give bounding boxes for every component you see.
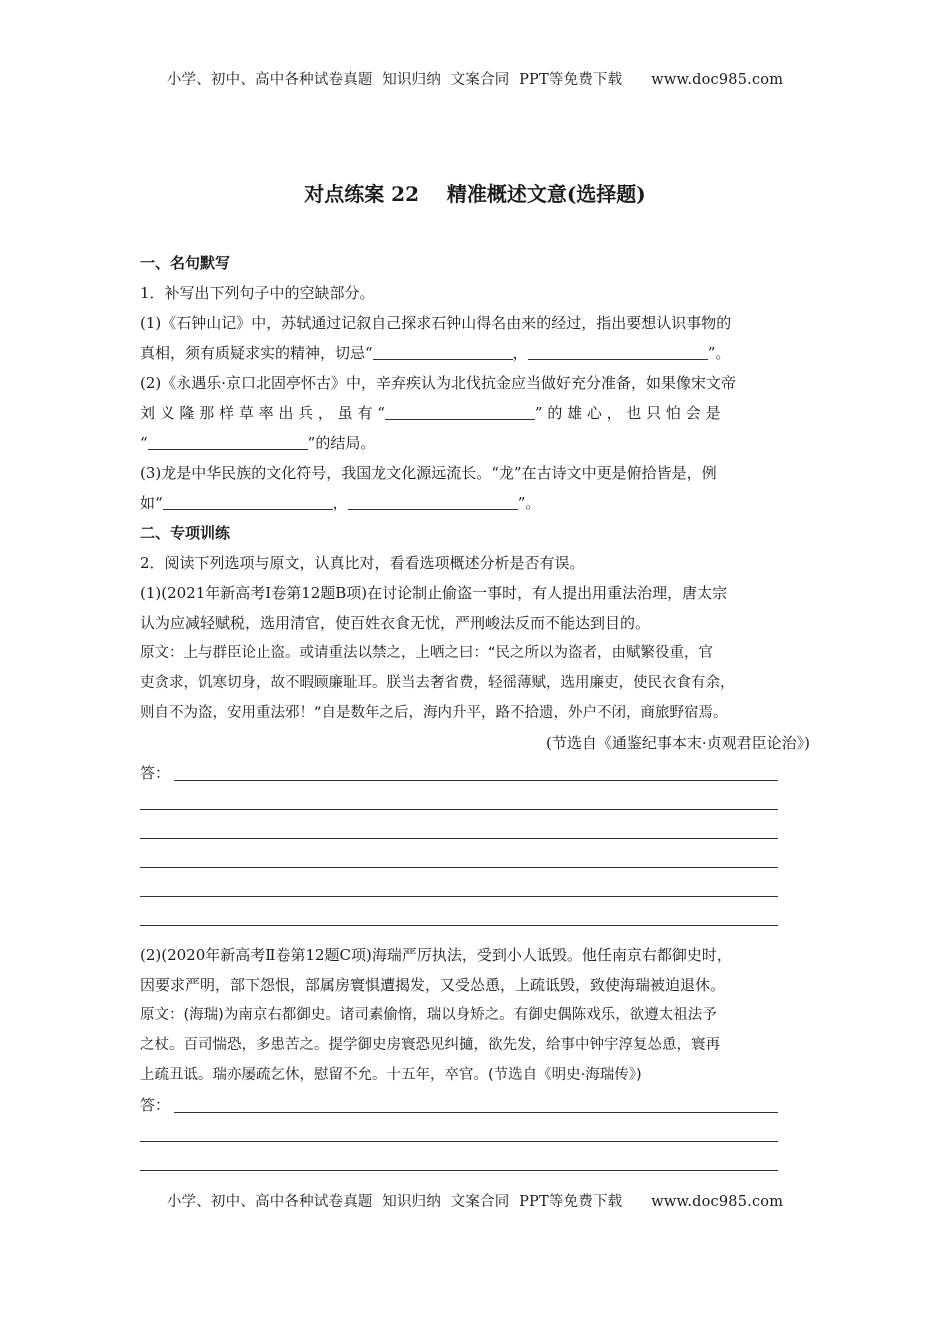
answer-line[interactable] <box>140 758 810 787</box>
quote-end: ”。 <box>707 344 731 362</box>
q1-part2-line3 <box>140 428 810 458</box>
question-1-prompt: 1．补写出下列句子中的空缺部分。 <box>140 284 375 302</box>
fill-blank[interactable] <box>163 491 333 510</box>
section-heading-recitation: 一、名句默写 <box>140 254 231 272</box>
comma: ， <box>512 344 528 362</box>
fill-blank[interactable] <box>373 341 513 360</box>
fill-blank[interactable] <box>528 341 708 360</box>
q1-part2-text: 刘 义 隆 那 样 草 率 出 兵 ， 虽 有 “ <box>140 404 385 422</box>
page-header: 小学、初中、高中各种试卷真题 知识归纳 文案合同 PPT等免费下载 www.doc985.com <box>166 72 784 88</box>
answer-line[interactable] <box>140 1119 810 1148</box>
fill-blank[interactable] <box>348 491 518 510</box>
answer-line[interactable] <box>140 787 810 816</box>
q1-part2-line2 <box>140 398 810 428</box>
item2-option-line1: (2)(2020年新高考Ⅱ卷第12题C项)海瑞严厉执法，受到小人诋毁。他任南京右都御史时， <box>140 946 732 964</box>
item2-option-line2: 因要求严明，部下怨恨，部属房寰惧遭揭发，又受怂恿，上疏诋毁，致使海瑞被迫退休。 <box>140 976 726 994</box>
item1-original-line2: 吏贪求，饥寒切身，故不暇顾廉耻耳。朕当去奢省费，轻徭薄赋，选用廉吏，使民衣食有余， <box>140 675 735 691</box>
page-footer: 小学、初中、高中各种试卷真题 知识归纳 文案合同 PPT等免费下载 www.doc985.com <box>166 1194 784 1210</box>
answer-line[interactable] <box>140 903 810 932</box>
answer-line[interactable] <box>140 845 810 874</box>
answer-line[interactable] <box>140 1090 810 1119</box>
question-2-prompt: 2．阅读下列选项与原文，认真比对，看看选项概述分析是否有误。 <box>140 554 585 572</box>
answer-label: 答： <box>140 764 171 782</box>
q1-part2-line1: (2)《永遇乐·京口北固亭怀古》中，辛弃疾认为北伐抗金应当做好充分准备，如果像宋文帝 <box>140 374 737 392</box>
q1-part2-text-end: ” 的 雄 心 ， 也 只 怕 会 是 <box>534 404 721 422</box>
item1-original-line3: 则自不为盗，安用重法邪！”自是数年之后，海内升平，路不拾遗，外户不闭，商旅野宿焉。 <box>140 705 728 721</box>
q1-part3-line2 <box>140 488 810 518</box>
section-heading-practice: 二、专项训练 <box>140 524 231 542</box>
q1-part3-text: 如“ <box>140 494 163 512</box>
q1-part1-text: 真相，须有质疑求实的精神，切忌“ <box>140 344 373 362</box>
item1-option-line2: 认为应减轻赋税，选用清官，使百姓衣食无忧，严刑峻法反而不能达到目的。 <box>140 614 651 632</box>
q1-part1-line2 <box>140 338 810 368</box>
q1-part2-tail: ”的结局。 <box>307 434 376 452</box>
fill-blank[interactable] <box>385 401 535 420</box>
fill-blank[interactable] <box>148 431 308 450</box>
item2-original-line2: 之杖。百司惴恐，多患苦之。提学御史房寰恐见纠擿，欲先发，给事中钟宇淳复怂恿，寰再 <box>140 1037 720 1053</box>
item1-original-line1: 原文：上与群臣论止盗。或请重法以禁之，上哂之曰：“民之所以为盗者，由赋繁役重，官 <box>140 645 714 661</box>
comma: ， <box>332 494 348 512</box>
item1-source: (节选自《通鉴纪事本末·贞观君臣论治》) <box>546 734 810 752</box>
answer-line[interactable] <box>140 874 810 903</box>
answer-line[interactable] <box>140 1148 810 1177</box>
item2-original-line3: 上疏丑诋。瑞亦屡疏乞休，慰留不允。十五年，卒官。(节选自《明史·海瑞传》) <box>140 1067 642 1083</box>
quote-open: “ <box>140 434 148 452</box>
answer-label: 答： <box>140 1096 171 1114</box>
item2-original-line1: 原文：(海瑞)为南京右都御史。诸司素偷惰，瑞以身矫之。有御史偶陈戏乐，欲遵太祖法予 <box>140 1007 717 1023</box>
document-body <box>140 248 810 1177</box>
quote-end: ”。 <box>517 494 541 512</box>
q1-part3-line1: (3)龙是中华民族的文化符号，我国龙文化源远流长。“龙”在古诗文中更是俯拾皆是，例 <box>140 464 717 482</box>
answer-line[interactable] <box>140 816 810 845</box>
item1-option-line1: (1)(2021年新高考Ⅰ卷第12题B项)在讨论制止偷盗一事时，有人提出用重法治理，唐太宗 <box>140 584 728 602</box>
q1-part1-line1: (1)《石钟山记》中，苏轼通过记叙自己探求石钟山得名由来的经过，指出要想认识事物的 <box>140 314 732 332</box>
page-title: 对点练案 22 精准概述文意(选择题) <box>304 182 646 206</box>
